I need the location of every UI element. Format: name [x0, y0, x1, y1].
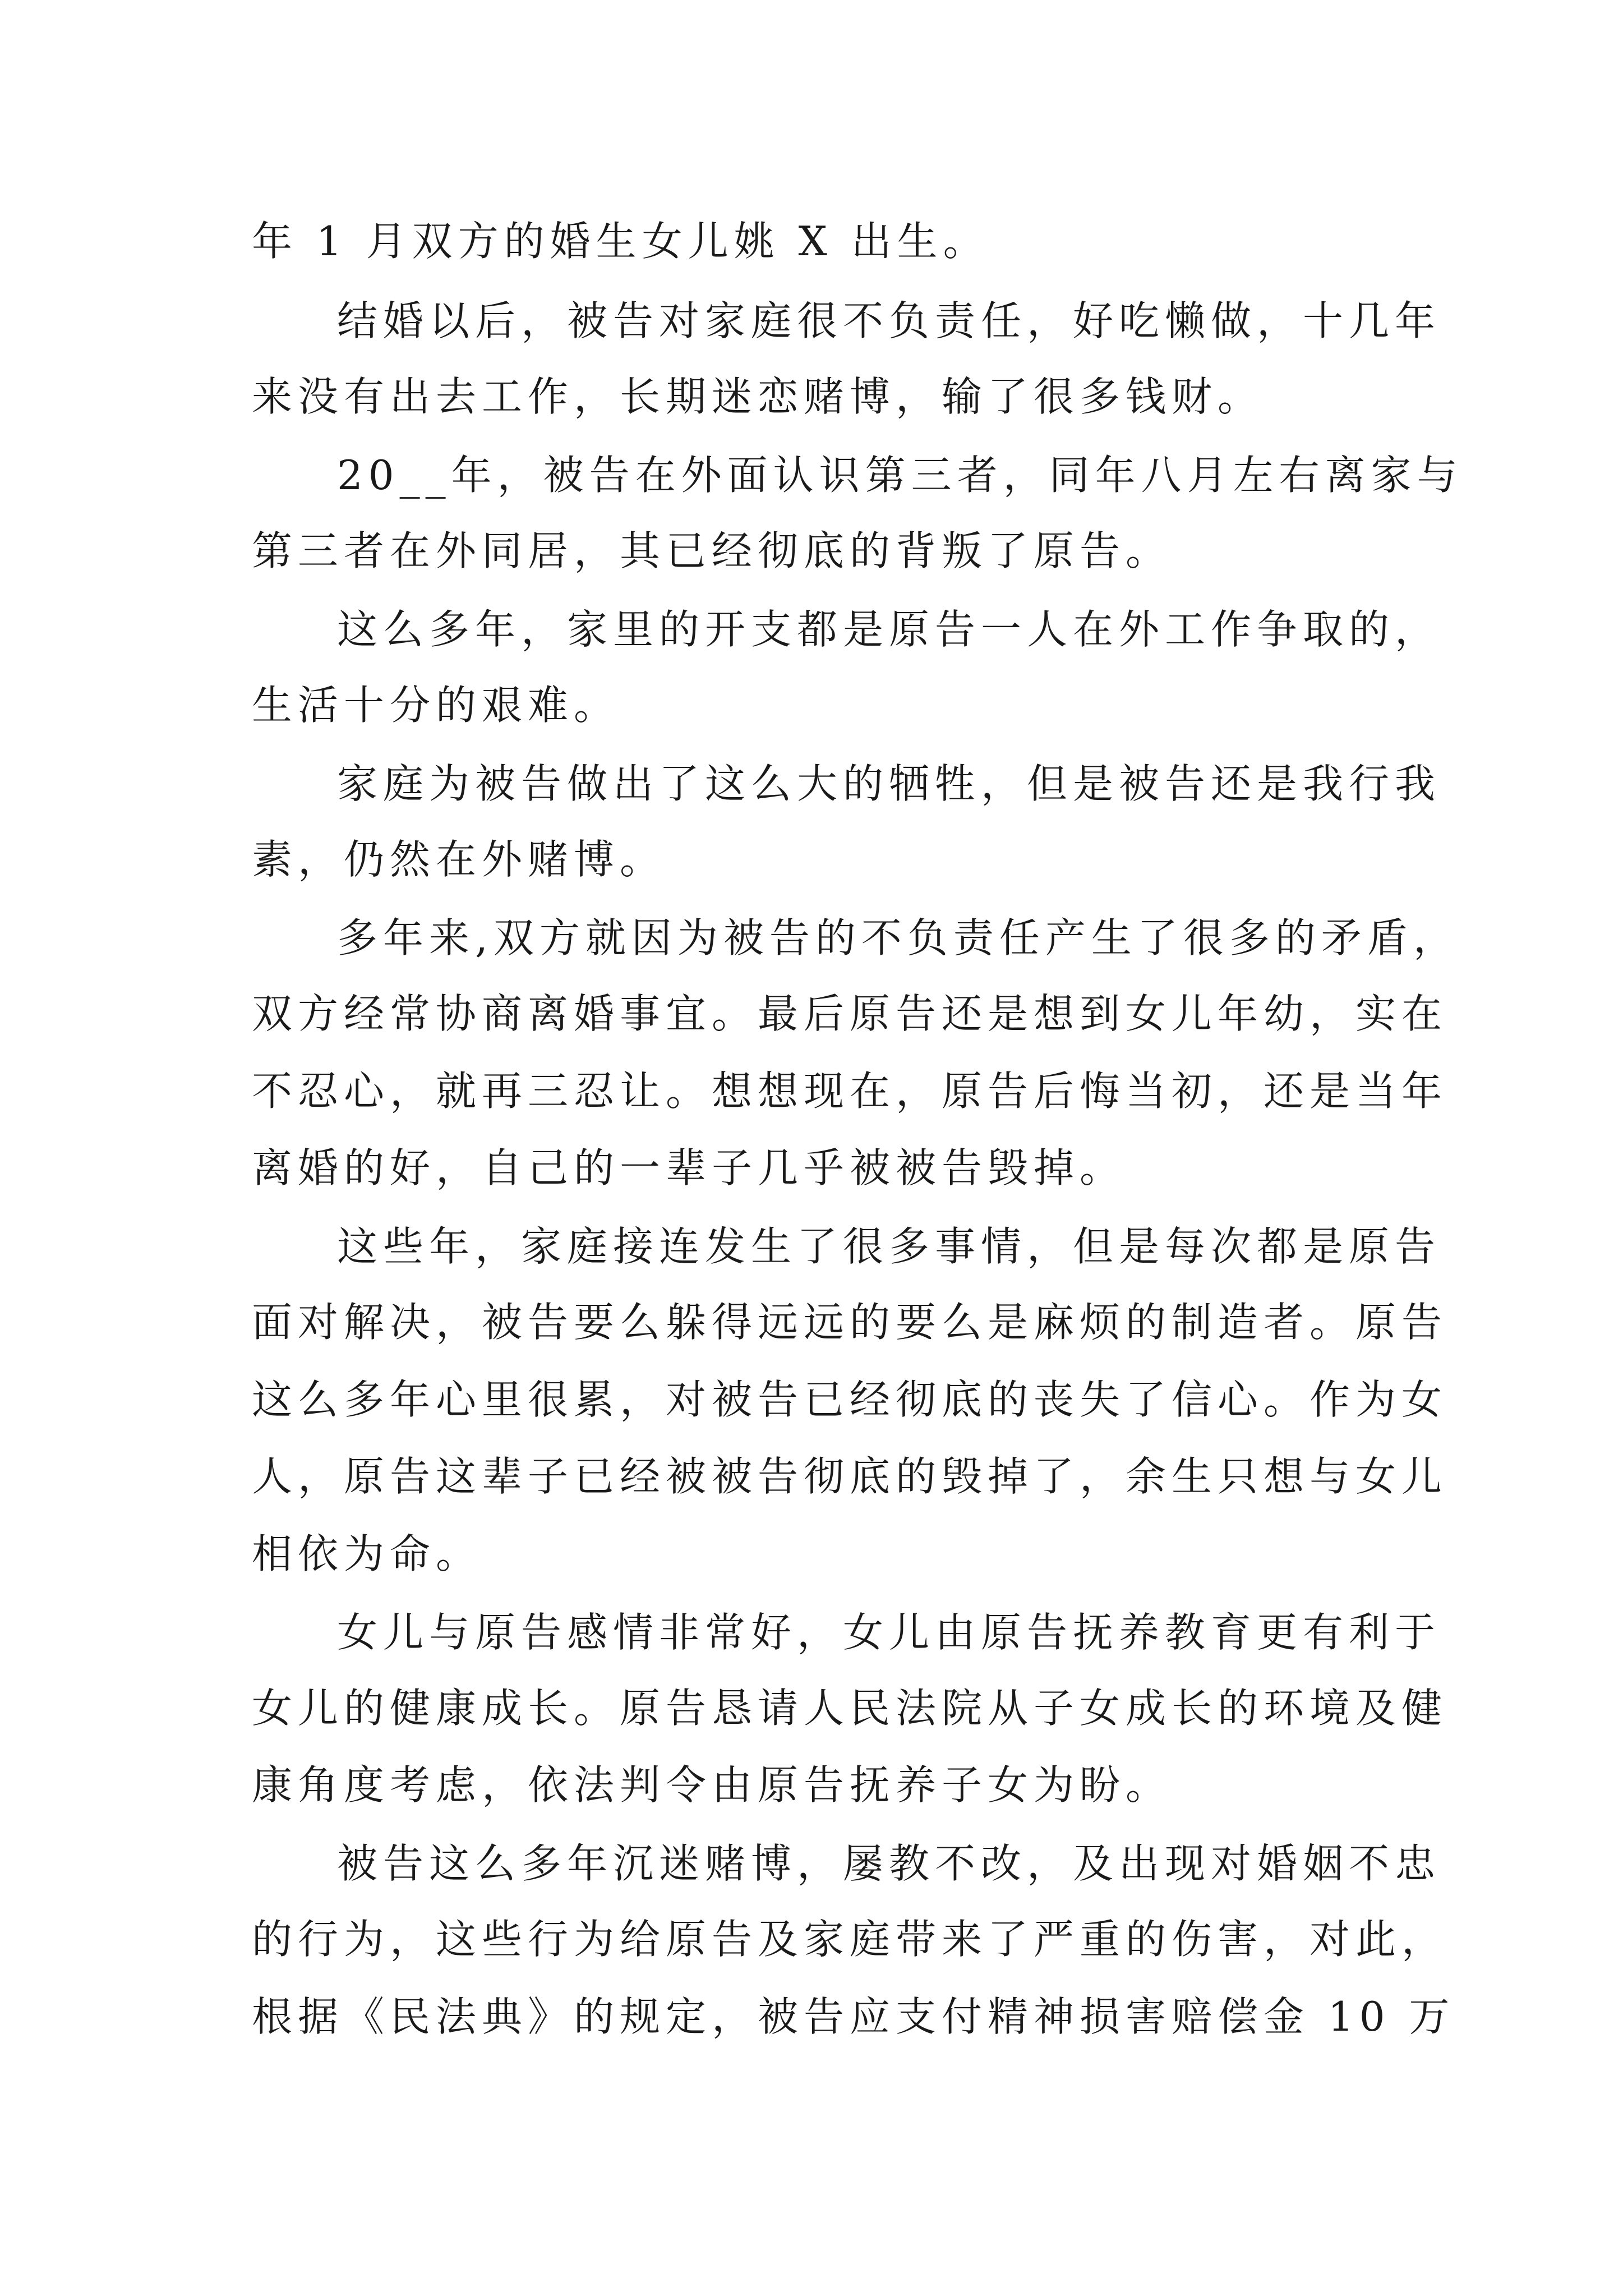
text-line: 素，仍然在外赌博。 [252, 836, 666, 883]
paragraph-start-line: 结婚以后，被告对家庭很不负责任，好吃懒做，十几年 [337, 297, 1441, 344]
text-line: 不忍心，就再三忍让。想想现在，原告后悔当初，还是当年 [252, 1068, 1448, 1115]
text-line: 生活十分的艰难。 [252, 682, 620, 729]
text-line: 的行为，这些行为给原告及家庭带来了严重的伤害，对此， [252, 1916, 1448, 1963]
paragraph-start-line: 这些年，家庭接连发生了很多事情，但是每次都是原告 [337, 1223, 1441, 1270]
text-line: 年 1 月双方的婚生女儿姚 X 出生。 [252, 218, 989, 265]
text-line: 离婚的好，自己的一辈子几乎被被告毁掉。 [252, 1144, 1126, 1191]
text-line: 相依为命。 [252, 1530, 482, 1577]
paragraph-start-line: 20__年，被告在外面认识第三者，同年八月左右离家与 [337, 452, 1463, 499]
paragraph-start-line: 多年来,双方就因为被告的不负责任产生了很多的矛盾， [337, 914, 1459, 961]
text-line: 女儿的健康成长。原告恳请人民法院从子女成长的环境及健 [252, 1685, 1448, 1732]
text-line: 第三者在外同居，其已经彻底的背叛了原告。 [252, 527, 1172, 574]
text-line: 人，原告这辈子已经被被告彻底的毁掉了，余生只想与女儿 [252, 1453, 1448, 1500]
text-line: 这么多年心里很累，对被告已经彻底的丧失了信心。作为女 [252, 1376, 1448, 1423]
text-line: 来没有出去工作，长期迷恋赌博，输了很多钱财。 [252, 373, 1264, 420]
paragraph-start-line: 家庭为被告做出了这么大的牺牲，但是被告还是我行我 [337, 760, 1441, 807]
text-line: 根据《民法典》的规定，被告应支付精神损害赔偿金 10 万 [252, 1993, 1455, 2040]
paragraph-start-line: 女儿与原告感情非常好，女儿由原告抚养教育更有利于 [337, 1609, 1441, 1656]
text-line: 康角度考虑，依法判令由原告抚养子女为盼。 [252, 1761, 1172, 1809]
paragraph-start-line: 被告这么多年沉迷赌博，屡教不改，及出现对婚姻不忠 [337, 1840, 1441, 1887]
text-line: 双方经常协商离婚事宜。最后原告还是想到女儿年幼，实在 [252, 990, 1448, 1037]
paragraph-start-line: 这么多年，家里的开支都是原告一人在外工作争取的， [337, 606, 1441, 653]
text-line: 面对解决，被告要么躲得远远的要么是麻烦的制造者。原告 [252, 1299, 1448, 1346]
